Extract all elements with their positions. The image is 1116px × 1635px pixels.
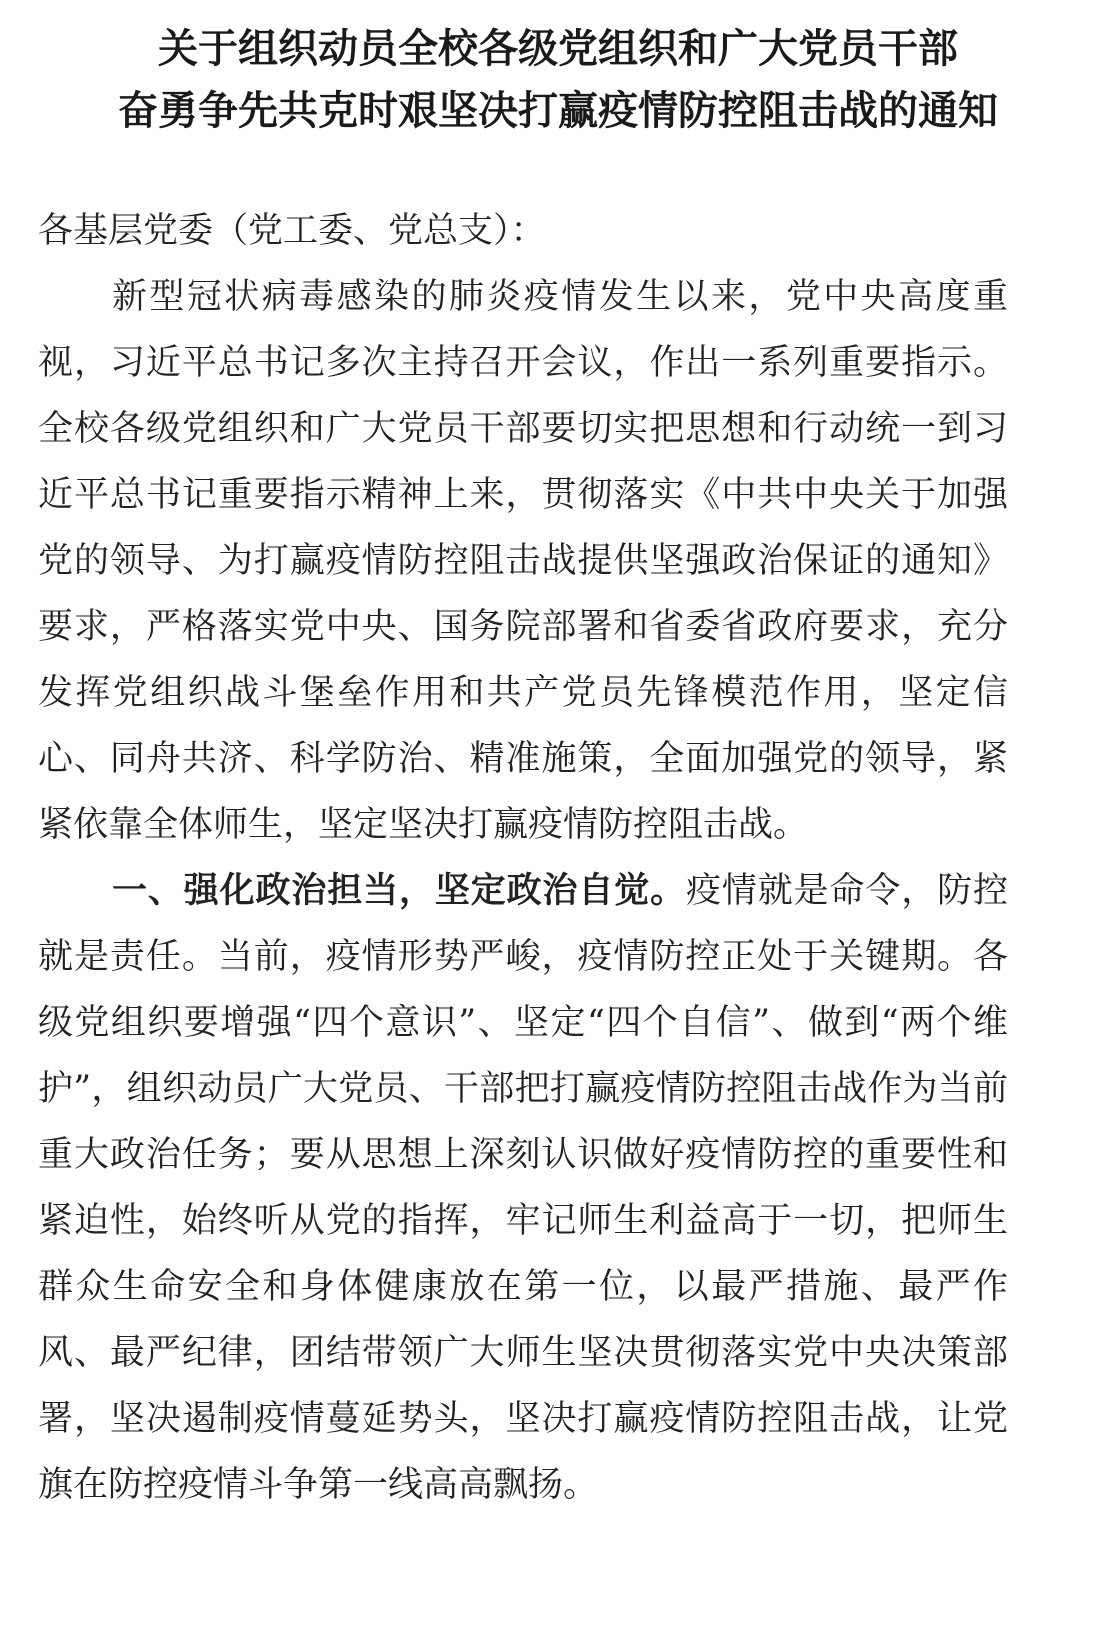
salutation: 各基层党委（党工委、党总支）： — [38, 211, 546, 251]
section-1-heading: 一、强化政治担当，坚定政治自觉。 — [112, 871, 686, 911]
title-line-1: 关于组织动员全校各级党组织和广大党员干部 — [158, 26, 958, 72]
section-1-text: 疫情就是命令，防控就是责任。当前，疫情形势严峻，疫情防控正处于关键期。各级党组织要增强“四个意识”、坚定“四个自信”、做到“两个维护”，组织动员广大党员、干部把打赢疫情防控阻击战作为当前重大政治任务；要从思想上深刻认识做好疫情防控的重要性和紧迫性，始终听从党的指挥，牢记师生利益高于一切，把师生群众生命安全和身体健康放在第一位，以最严措施、最严作风、最严纪律，团结带领广大师生坚决贯彻落实党中央决策部署，坚决遏制疫情蔓延势头，坚决打赢疫情防控阻击战，让党旗在防控疫情斗争第一线高高飘扬。 — [38, 871, 1008, 1505]
document-title — [0, 18, 1116, 142]
paragraph-1: 新型冠状病毒感染的肺炎疫情发生以来，党中央高度重视，习近平总书记多次主持召开会议，作出一系列重要指示。全校各级党组织和广大党员干部要切实把思想和行动统一到习近平总书记重要指示精神上来，贯彻落实《中共中央关于加强党的领导、为打赢疫情防控阻击战提供坚强政治保证的通知》要求，严格落实党中央、国务院部署和省委省政府要求，充分发挥党组织战斗堡垒作用和共产党员先锋模范作用，坚定信心、同舟共济、科学防治、精准施策，全面加强党的领导，紧紧依靠全体师生，坚定坚决打赢疫情防控阻击战。 — [38, 277, 1008, 845]
title-line-2: 奋勇争先共克时艰坚决打赢疫情防控阻击战的通知 — [118, 88, 998, 134]
document-body — [38, 198, 1008, 1518]
section-1-paragraph — [38, 858, 1008, 1518]
